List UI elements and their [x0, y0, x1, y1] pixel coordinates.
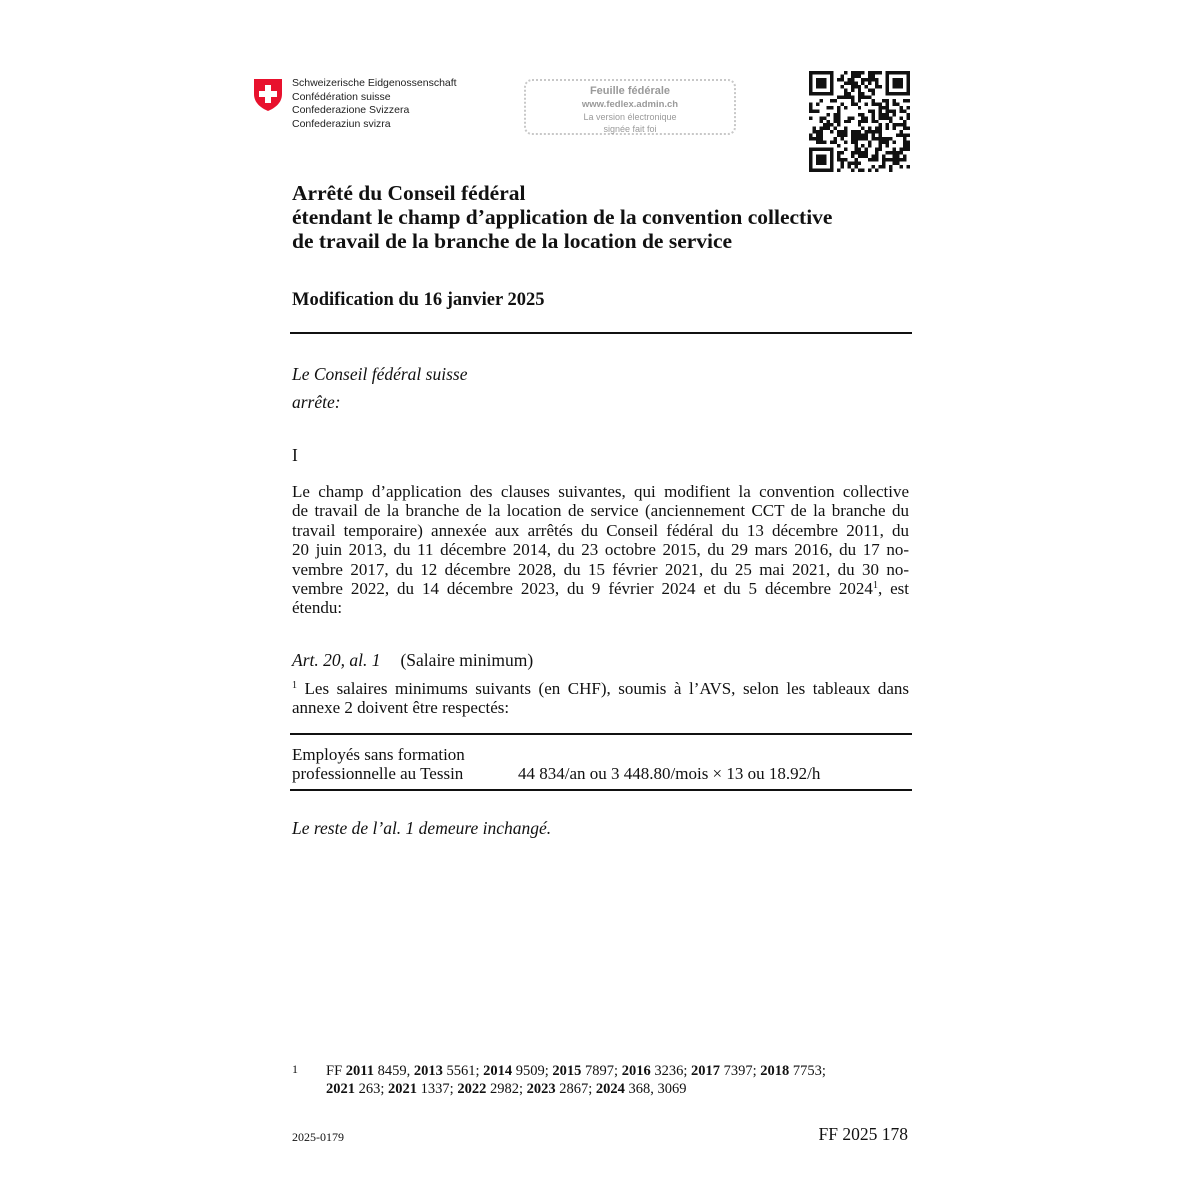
- confederation-name-de: Schweizerische Eidgenossenschaft: [292, 77, 457, 89]
- category-line-2: professionnelle au Tessin: [292, 764, 464, 784]
- footnote-page-ref: 263;: [355, 1080, 389, 1097]
- paragraph-number: 1: [292, 680, 297, 691]
- body-line: étendu:: [292, 598, 343, 618]
- qr-code-icon: [809, 71, 910, 172]
- document-number: 2025-0179: [292, 1130, 344, 1144]
- stamp-line3: La version électronique: [583, 112, 677, 122]
- footnote-page-ref: 3236;: [650, 1063, 691, 1079]
- stamp-url: www.fedlex.admin.ch: [581, 99, 679, 110]
- footnote-year: 2015: [552, 1063, 582, 1079]
- article-reference: Art. 20, al. 1: [292, 650, 381, 670]
- preamble-line-2: arrête:: [292, 392, 341, 412]
- body-line: de travail de la branche de la location de service (anciennement CCT de la branche du: [292, 501, 909, 521]
- article-heading: [292, 650, 533, 671]
- body-line: 20 juin 2013, du 11 décembre 2014, du 23 octobre 2015, du 29 mars 2016, du 17 no-: [292, 540, 909, 560]
- title-line-1: Arrêté du Conseil fédéral: [292, 181, 526, 205]
- footnote-year: 2018: [760, 1063, 790, 1079]
- footnote-page-ref: 2982;: [486, 1080, 527, 1097]
- article-paragraph-line-2: annexe 2 doivent être respectés:: [292, 698, 510, 718]
- footnote-year: 2022: [457, 1080, 487, 1097]
- footnote-reference[interactable]: 1: [872, 580, 878, 592]
- footnote-line-1: [326, 1063, 826, 1081]
- footnote-year: 2011: [345, 1063, 374, 1079]
- body-line-with-footnote: [292, 579, 909, 598]
- footnote-year: 2017: [690, 1063, 720, 1079]
- footnote-year: 2016: [621, 1063, 651, 1079]
- article-paragraph: [292, 679, 912, 718]
- swiss-coat-of-arms-icon: [253, 78, 283, 112]
- document-title: [292, 181, 932, 253]
- footnote-year: 2014: [483, 1063, 513, 1079]
- footnote-line-2: [326, 1081, 826, 1099]
- confederation-name-fr: Confédération suisse: [292, 90, 391, 103]
- footnote-page-ref: 8459,: [373, 1063, 414, 1079]
- footnote-page-ref: 7897;: [581, 1063, 622, 1079]
- title-line-2: étendant le champ d’application de la convention collective: [292, 205, 833, 229]
- ff-reference: FF 2025 178: [818, 1124, 908, 1144]
- footnote-year: 2021: [388, 1080, 418, 1097]
- official-stamp: [524, 79, 736, 135]
- footnote-page-ref: FF: [326, 1063, 346, 1079]
- table-top-rule: [290, 733, 912, 735]
- preamble-line-1: Le Conseil fédéral suisse: [292, 364, 468, 384]
- category-line-1: Employés sans formation: [292, 745, 465, 764]
- confederation-names: [292, 77, 457, 131]
- section-numeral: I: [292, 445, 298, 465]
- footnote-year: 2013: [413, 1063, 443, 1079]
- footnote-number: 1: [292, 1062, 298, 1076]
- footnote-page-ref: 7753;: [789, 1063, 826, 1079]
- confederation-name-rm: Confederaziun svizra: [292, 117, 391, 130]
- footnote-text: [326, 1063, 826, 1098]
- body-line-6-text: vembre 2022, du 14 décembre 2023, du 9 février 2024 et du 5 décembre 2024: [292, 579, 873, 599]
- footnote-year: 2021: [326, 1080, 355, 1097]
- body-line: Le champ d’application des clauses suivantes, qui modifient la convention collective: [292, 482, 909, 501]
- body-paragraph: [292, 482, 912, 618]
- footnote-page-ref: 1337;: [417, 1080, 458, 1097]
- stamp-title: Feuille fédérale: [589, 85, 671, 97]
- footnote-page-ref: 2867;: [555, 1080, 596, 1097]
- footnote-page-ref: 5561;: [442, 1063, 484, 1079]
- footnote-year: 2023: [526, 1080, 556, 1097]
- footnote-page-ref: 368, 3069: [624, 1080, 687, 1097]
- title-line-3: de travail de la branche de la location de service: [292, 229, 733, 253]
- title-divider: [290, 332, 912, 334]
- remainder-note: Le reste de l’al. 1 demeure inchangé.: [292, 818, 552, 838]
- article-paragraph-text-1: Les salaires minimums suivants (en CHF), soumis à l’AVS, selon les tableaux dans: [297, 679, 909, 698]
- footnote-page-ref: 9509;: [512, 1063, 553, 1079]
- confederation-name-it: Confederazione Svizzera: [292, 104, 410, 116]
- table-bottom-rule: [290, 789, 912, 791]
- modification-date: Modification du 16 janvier 2025: [292, 290, 545, 310]
- stamp-line4: signée fait foi: [603, 124, 657, 134]
- body-line: travail temporaire) annexée aux arrêtés du Conseil fédéral du 13 décembre 2011, du: [292, 520, 909, 540]
- footnote-page-ref: 7397;: [719, 1063, 761, 1079]
- table-salary-cell: 44 834/an ou 3 448.80/mois × 13 ou 18.92/h: [518, 764, 821, 783]
- body-line-6-end: , est: [877, 579, 909, 599]
- table-category-cell: [292, 745, 465, 784]
- body-line: vembre 2017, du 12 décembre 2028, du 15 février 2021, du 25 mai 2021, du 30 no-: [292, 559, 909, 579]
- article-subject: (Salaire minimum): [400, 650, 534, 670]
- footnote-year: 2024: [595, 1080, 625, 1097]
- article-paragraph-line-1: [292, 679, 909, 698]
